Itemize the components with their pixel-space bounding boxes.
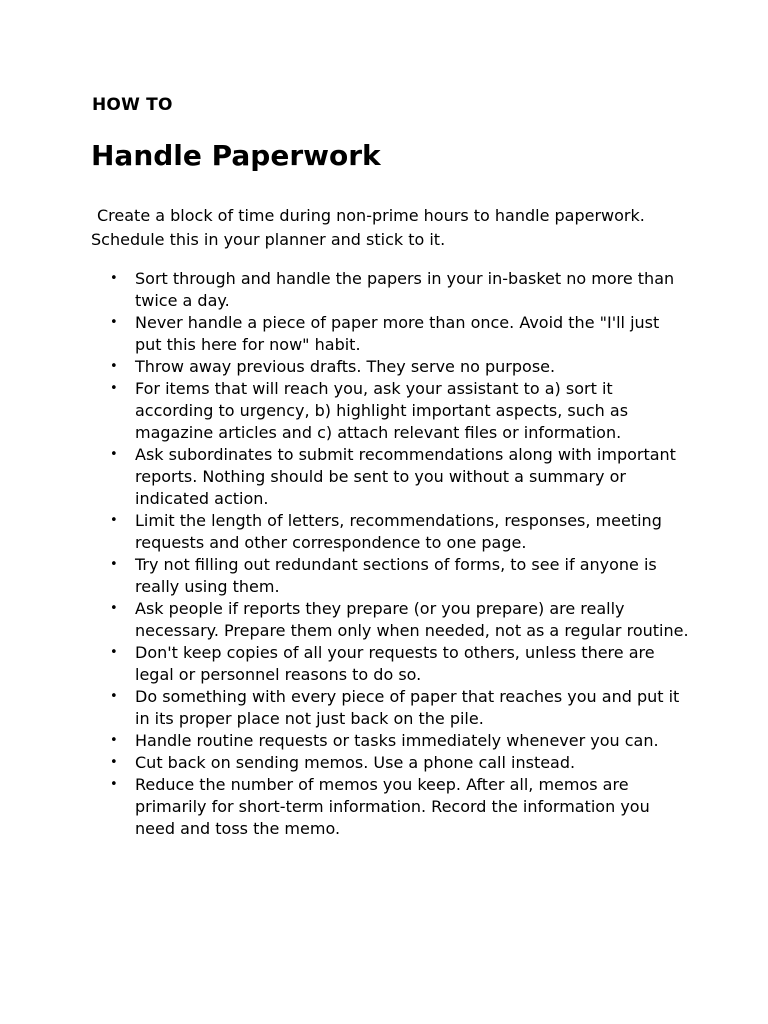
tip-text: Don't keep copies of all your requests to others, unless there are legal or personnel reasons to do so. [135, 643, 655, 684]
tip-text: Limit the length of letters, recommendations, responses, meeting requests and other correspondence to one page. [135, 511, 662, 552]
bullet-icon: • [110, 601, 118, 616]
bullet-icon: • [110, 359, 118, 374]
page-title: Handle Paperwork [91, 139, 381, 172]
section-kicker: HOW TO [92, 95, 173, 115]
tip-text: Reduce the number of memos you keep. After all, memos are primarily for short-term information. Record the information you need and toss the memo. [135, 775, 650, 838]
tip-text: Handle routine requests or tasks immediately whenever you can. [135, 731, 659, 750]
bullet-icon: • [110, 381, 118, 396]
bullet-icon: • [110, 513, 118, 528]
tip-text: Ask subordinates to submit recommendations along with important reports. Nothing should be sent to you without a summary or indicated action. [135, 445, 676, 508]
list-item [109, 356, 689, 378]
tip-text: Cut back on sending memos. Use a phone call instead. [135, 753, 576, 772]
list-item [109, 444, 689, 510]
list-item [109, 642, 689, 686]
bullet-icon: • [110, 447, 118, 462]
tip-text: Try not filling out redundant sections of forms, to see if anyone is really using them. [135, 555, 657, 596]
bullet-icon: • [110, 733, 118, 748]
list-item [109, 378, 689, 444]
tip-text: Never handle a piece of paper more than once. Avoid the "I'll just put this here for now" habit. [135, 313, 660, 354]
list-item [109, 510, 689, 554]
tips-list [109, 268, 689, 840]
list-item [109, 554, 689, 598]
list-item [109, 312, 689, 356]
intro-paragraph: Create a block of time during non-prime hours to handle paperwork. Schedule this in your planner and stick to it. [91, 206, 645, 249]
tip-text: Ask people if reports they prepare (or you prepare) are really necessary. Prepare them only when needed, not as a regular routine. [135, 599, 689, 640]
list-item [109, 730, 689, 752]
tip-text: Do something with every piece of paper that reaches you and put it in its proper place not just back on the pile. [135, 687, 680, 728]
bullet-icon: • [110, 689, 118, 704]
list-item [109, 268, 689, 312]
tip-text: For items that will reach you, ask your assistant to a) sort it according to urgency, b) highlight important aspects, such as magazine articles and c) attach relevant files or information. [135, 379, 629, 442]
tip-text: Sort through and handle the papers in your in-basket no more than twice a day. [135, 269, 675, 310]
list-item [109, 598, 689, 642]
bullet-icon: • [110, 777, 118, 792]
bullet-icon: • [110, 271, 118, 286]
bullet-icon: • [110, 645, 118, 660]
bullet-icon: • [110, 557, 118, 572]
list-item [109, 752, 689, 774]
tip-text: Throw away previous drafts. They serve no purpose. [135, 357, 556, 376]
bullet-icon: • [110, 755, 118, 770]
list-item [109, 686, 689, 730]
list-item [109, 774, 689, 840]
bullet-icon: • [110, 315, 118, 330]
